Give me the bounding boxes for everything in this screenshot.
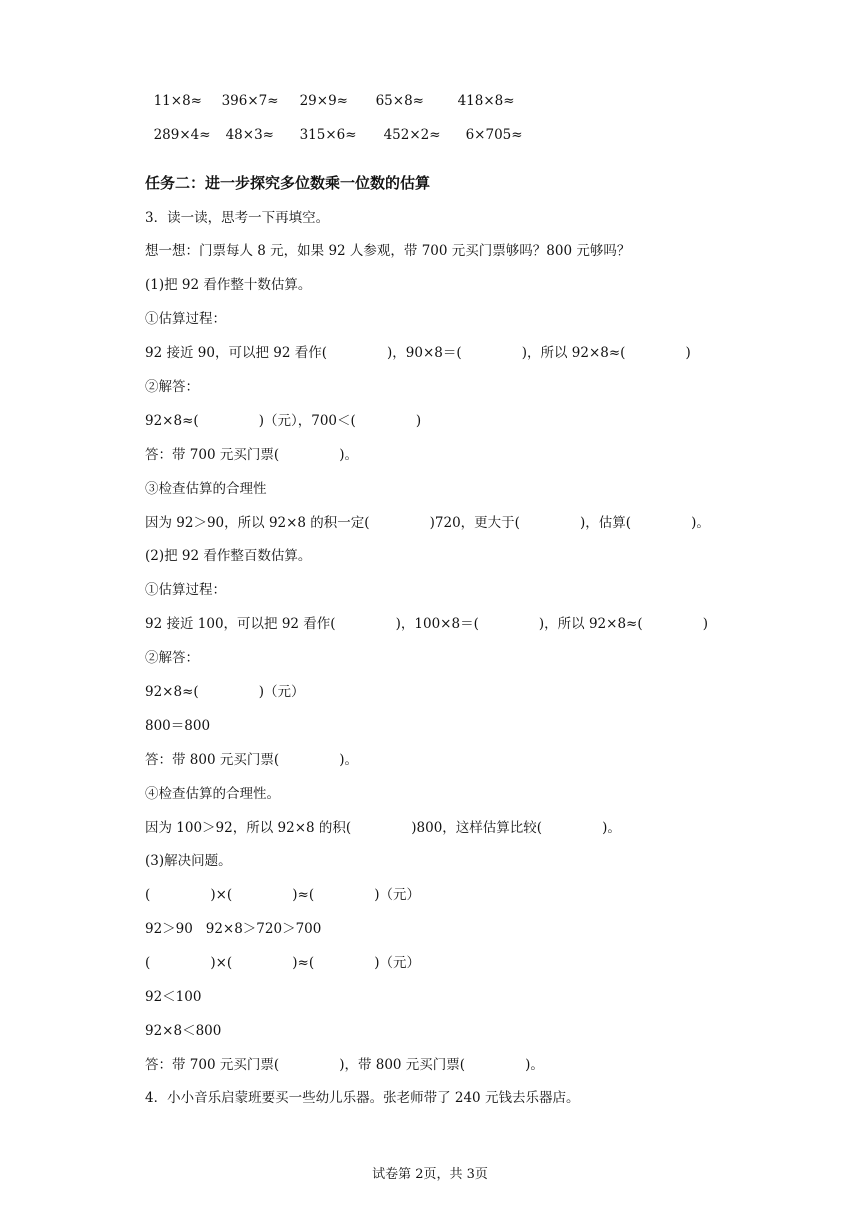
task2-heading: 任务二：进一步探究多位数乘一位数的估算 [145,174,431,192]
fill-line: ( )×( )≈( )（元） [145,955,420,971]
part-2-title: (2)把 92 看作整百数估算。 [145,548,312,564]
exercise-item: 11×8≈ [153,93,202,109]
answer-line: 答：带 700 元买门票( )，带 800 元买门票( )。 [145,1057,544,1073]
fill-line: ( )×( )≈( )（元） [145,887,420,903]
exercise-row-2 [145,108,523,144]
fill-line: 92 接近 90，可以把 92 看作( )，90×8＝( )，所以 92×8≈( ) [145,345,691,361]
think-prompt: 想一想：门票每人 8 元，如果 92 人参观，带 700 元买门票够吗？800 元够吗？ [145,243,631,259]
exercise-item: 396×7≈ [221,93,279,109]
fill-line: 因为 100＞92，所以 92×8 的积( )800，这样估算比较( )。 [145,820,621,836]
exercise-item: 289×4≈ [153,127,211,143]
answer-line: 答：带 700 元买门票( )。 [145,447,358,463]
question-4-title: 4．小小音乐启蒙班要买一些幼儿乐器。张老师带了 240 元钱去乐器店。 [145,1090,580,1106]
exercise-item: 65×8≈ [375,93,424,109]
question-3-title: 3．读一读，思考一下再填空。 [145,210,330,226]
step-label: ④检查估算的合理性。 [145,786,280,802]
part-1-title: (1)把 92 看作整十数估算。 [145,277,312,293]
answer-line: 答：带 800 元买门票( )。 [145,752,358,768]
comparison-line: 92×8＜800 [145,1023,222,1039]
comparison-line: 92＞90 92×8＞720＞700 [145,921,322,937]
exercise-item: 315×6≈ [299,127,357,143]
exercise-item: 48×3≈ [225,127,274,143]
step-label: ③检查估算的合理性 [145,481,267,497]
step-label: ②解答： [145,379,199,395]
exercise-item: 6×705≈ [465,127,523,143]
page-footer: 试卷第 2页，共 3页 [372,1167,488,1182]
step-label: ①估算过程： [145,311,226,327]
exercise-row-1 [145,74,515,110]
fill-line: 92×8≈( )（元），700＜( ) [145,413,422,429]
fill-line: 92×8≈( )（元） [145,684,305,700]
exercise-item: 29×9≈ [299,93,348,109]
exercise-item: 418×8≈ [457,93,515,109]
part-3-title: (3)解决问题。 [145,853,232,869]
fill-line: 92 接近 100，可以把 92 看作( )，100×8＝( )，所以 92×8≈( ) [145,616,708,632]
exercise-item: 452×2≈ [383,127,441,143]
comparison-line: 92＜100 [145,989,202,1005]
step-label: ①估算过程： [145,582,226,598]
step-label: ②解答： [145,650,199,666]
equation-line: 800＝800 [145,718,211,734]
fill-line: 因为 92＞90，所以 92×8 的积一定( )720，更大于( )，估算( )。 [145,515,710,531]
